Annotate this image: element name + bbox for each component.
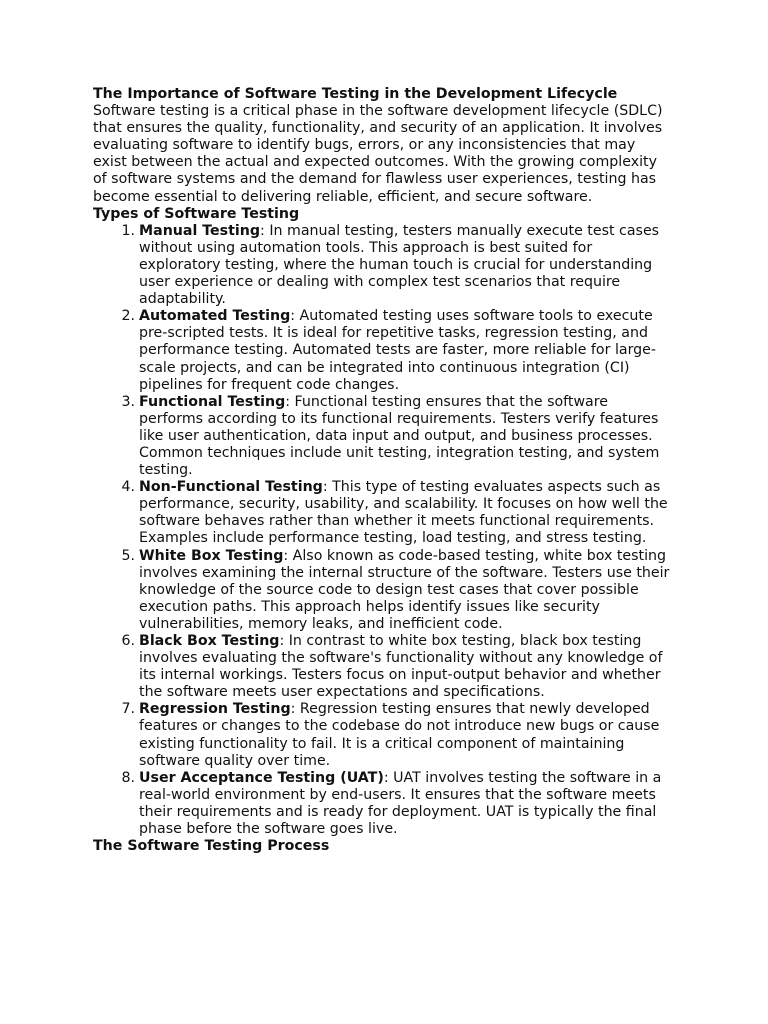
list-item xyxy=(121,222,673,308)
list-item xyxy=(121,479,673,547)
list-text: : UAT involves testing the software in a real-world environment by end-users. It ensures that the software meets their requirements and is ready for deployment. UAT is typically the final phase before the software goes live. xyxy=(139,769,662,838)
list-term: Functional Testing xyxy=(139,393,286,410)
list-text: : This type of testing evaluates aspects such as performance, security, usability, and scalability. It focuses on how well the software behaves rather than whether it meets functional requirements. Examples include performance testing, load testing, and stress testing. xyxy=(139,479,668,547)
list-term: User Acceptance Testing (UAT) xyxy=(139,769,384,786)
types-heading: Types of Software Testing xyxy=(93,205,300,222)
document-page xyxy=(93,86,673,855)
list-text: : Functional testing ensures that the software performs according to its functional requirements. Testers verify features like user authentication, data input and output, and business processes. Common techniques include unit testing, integration testing, and system testing. xyxy=(139,393,660,479)
list-number: 4. xyxy=(121,479,135,496)
process-heading: The Software Testing Process xyxy=(93,838,330,855)
list-text: : In manual testing, testers manually execute test cases without using automation tools. This approach is best suited for exploratory testing, where the human touch is crucial for understanding user experience or dealing with complex test scenarios that require adaptability. xyxy=(139,222,660,308)
list-item xyxy=(121,701,673,769)
list-text: : In contrast to white box testing, black box testing involves evaluating the software's functionality without any knowledge of its internal workings. Testers focus on input-output behavior and whether the software meets user expectations and specifications. xyxy=(139,633,663,701)
list-term: Non-Functional Testing xyxy=(139,479,323,496)
testing-types-list xyxy=(93,223,673,838)
list-number: 8. xyxy=(121,769,135,786)
list-term: Regression Testing xyxy=(139,701,291,718)
list-text: : Also known as code-based testing, white box testing involves examining the internal structure of the software. Testers use their knowledge of the source code to design test cases that cover possible execution paths. This approach helps identify issues like security vulnerabilities, memory leaks, and inefficient code. xyxy=(139,547,670,632)
list-term: Automated Testing xyxy=(139,308,291,325)
list-number: 3. xyxy=(121,393,135,410)
document-title: The Importance of Software Testing in the Development Lifecycle xyxy=(93,86,618,102)
list-number: 7. xyxy=(121,701,135,718)
list-number: 1. xyxy=(121,222,135,239)
list-item xyxy=(121,769,673,838)
list-item xyxy=(121,547,673,633)
list-number: 5. xyxy=(121,547,135,564)
list-number: 6. xyxy=(121,633,135,649)
list-text: : Regression testing ensures that newly developed features or changes to the codebase do not introduce new bugs or cause existing functionality to fail. It is a critical component of maintaining software quality over time. xyxy=(139,701,660,769)
list-item xyxy=(121,633,673,701)
intro-paragraph: Software testing is a critical phase in the software development lifecycle (SDLC) that ensures the quality, functionality, and security of an application. It involves evaluating software to identify bugs, errors, or any inconsistencies that may exist between the actual and expected outcomes. With the growing complexity of software systems and the demand for flawless user experiences, testing has become essential to delivering reliable, efficient, and secure software. xyxy=(93,103,663,205)
list-text: : Automated testing uses software tools to execute pre-scripted tests. It is ideal for repetitive tasks, regression testing, and performance testing. Automated tests are faster, more reliable for large-scale projects, and can be integrated into continuous integration (CI) pipelines for frequent code changes. xyxy=(139,308,657,393)
list-term: White Box Testing xyxy=(139,547,284,564)
list-item xyxy=(121,308,673,393)
list-term: Manual Testing xyxy=(139,222,261,239)
list-term: Black Box Testing xyxy=(139,633,280,649)
list-number: 2. xyxy=(121,308,135,325)
list-item xyxy=(121,393,673,479)
